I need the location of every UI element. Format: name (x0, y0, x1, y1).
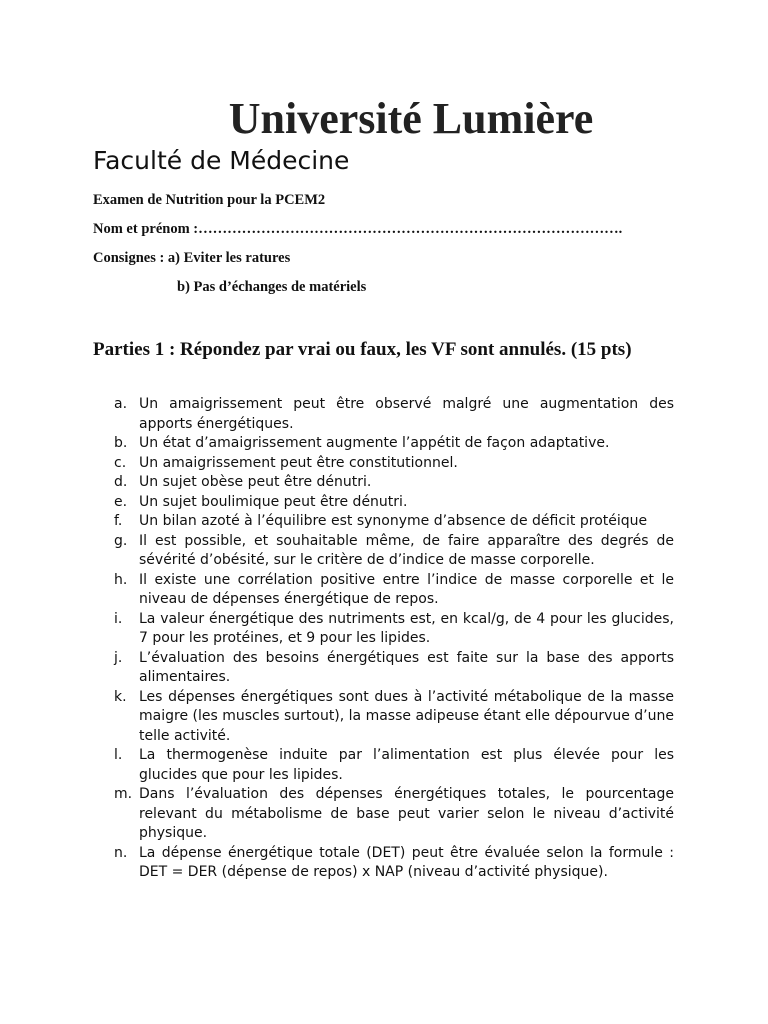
question-letter: f. (114, 513, 123, 529)
question-letter: e. (114, 493, 128, 510)
question-item (0, 649, 768, 688)
instructions-a: Consignes : a) Eviter les ratures (93, 250, 291, 266)
part1-heading: Parties 1 : Répondez par vrai ou faux, les VF sont annulés. (15 pts) (93, 339, 632, 360)
question-text: La dépense énergétique totale (DET) peut être évaluée selon la formule : DET = DER (dépense de repos) x NAP (niveau d’activité physique). (139, 844, 674, 880)
question-text: L’évaluation des besoins énergétiques est faite sur la base des apports alimentaires. (139, 649, 674, 685)
question-letter: j. (114, 649, 123, 666)
question-text: La valeur énergétique des nutriments est, en kcal/g, de 4 pour les glucides, 7 pour les protéines, et 9 pour les lipides. (139, 610, 674, 646)
question-text: La thermogenèse induite par l’alimentation est plus élevée pour les glucides que pour les lipides. (139, 747, 674, 783)
question-letter: k. (114, 688, 127, 705)
question-text: Les dépenses énergétiques sont dues à l’activité métabolique de la masse maigre (les muscles surtout), la masse adipeuse étant elle dépourvue d’une telle activité. (139, 688, 674, 744)
question-text: Un amaigrissement peut être observé malgré une augmentation des apports énergétiques. (139, 396, 674, 432)
question-item (0, 454, 768, 474)
exam-title: Examen de Nutrition pour la PCEM2 (93, 192, 326, 208)
question-item (0, 571, 768, 610)
faculty-title: Faculté de Médecine (93, 146, 350, 175)
question-item (0, 746, 768, 785)
question-letter: n. (114, 844, 128, 861)
question-text: Il est possible, et souhaitable même, de faire apparaître des degrés de sévérité d’obésité, sur le critère de d’indice de masse corporelle. (139, 532, 674, 568)
question-item (0, 610, 768, 649)
question-item (0, 473, 768, 493)
question-item (0, 395, 768, 434)
question-text: Un sujet obèse peut être dénutri. (139, 474, 372, 490)
instructions-b: b) Pas d’échanges de matériels (177, 279, 367, 295)
question-text: Un sujet boulimique peut être dénutri. (139, 493, 408, 510)
question-text: Un bilan azoté à l’équilibre est synonyme d’absence de déficit protéique (139, 513, 648, 529)
question-text: Un état d’amaigrissement augmente l’appétit de façon adaptative. (139, 435, 610, 451)
question-text: Il existe une corrélation positive entre l’indice de masse corporelle et le niveau de dépenses énergétique de repos. (139, 571, 674, 607)
question-letter: a. (114, 396, 128, 412)
question-letter: h. (114, 571, 128, 588)
question-letter: m. (114, 786, 133, 802)
question-letter: g. (114, 532, 128, 549)
question-text: Dans l’évaluation des dépenses énergétiques totales, le pourcentage relevant du métabolisme de base peut varier selon le niveau d’activité physique. (139, 786, 674, 841)
question-item (0, 844, 768, 883)
question-item (0, 434, 768, 454)
name-field-line: Nom et prénom :……………………………………………………………………………. (93, 221, 623, 237)
question-letter: c. (114, 454, 127, 471)
question-item (0, 532, 768, 571)
question-list (0, 395, 768, 883)
question-letter: d. (114, 474, 128, 490)
question-item (0, 688, 768, 747)
question-item (0, 512, 768, 532)
question-item (0, 785, 768, 844)
question-letter: i. (114, 610, 123, 627)
question-item (0, 493, 768, 513)
university-title: Université Lumière (228, 94, 594, 143)
question-letter: l. (114, 747, 123, 763)
question-letter: b. (114, 435, 128, 451)
question-text: Un amaigrissement peut être constitutionnel. (139, 454, 458, 471)
